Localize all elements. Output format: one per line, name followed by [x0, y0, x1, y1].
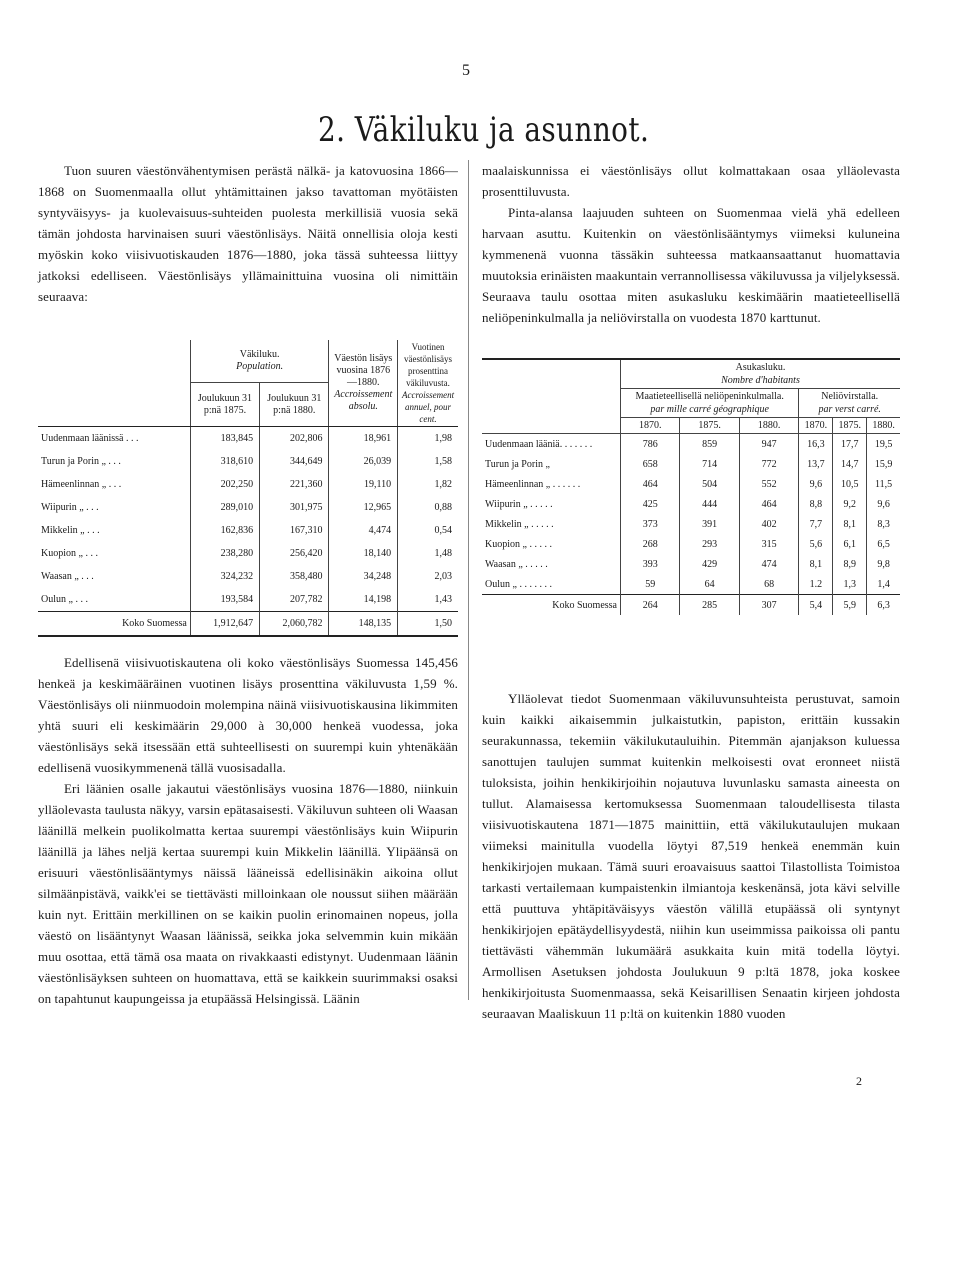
value-1880: 358,480	[260, 565, 329, 588]
table-row	[482, 534, 900, 554]
cell: 17,7	[833, 434, 867, 455]
verst-fr-label: par verst carré.	[818, 404, 881, 415]
population-label: Population.	[236, 361, 284, 373]
table-row	[38, 496, 458, 519]
region-name: Waasan „ . . .	[41, 571, 94, 582]
table-row	[38, 565, 458, 588]
table-row	[38, 542, 458, 565]
value-pct: 0,54	[398, 519, 458, 542]
value-1880: 167,310	[260, 519, 329, 542]
cell: 658	[621, 454, 680, 474]
cell: 474	[739, 554, 798, 574]
value-1880: 207,782	[260, 588, 329, 612]
cell: 8,1	[833, 514, 867, 534]
column-divider	[468, 160, 469, 1000]
cell: 504	[680, 474, 739, 494]
value-1880: 202,806	[260, 427, 329, 451]
cell: 19,5	[867, 434, 900, 455]
value-abs: 4,474	[329, 519, 398, 542]
cell: 373	[621, 514, 680, 534]
total-cell: 264	[621, 595, 680, 616]
year-header: 1875.	[833, 418, 867, 434]
vuotinen-header	[398, 340, 458, 427]
value-abs: 19,110	[329, 473, 398, 496]
cell: 859	[680, 434, 739, 455]
density-table	[482, 358, 900, 615]
left-column-intro	[38, 160, 458, 307]
cell: 8,9	[833, 554, 867, 574]
paragraph-data-sources: Ylläolevat tiedot Suomenmaan väkiluvunsuhteista perustuvat, samoin kuin kaikki aikaisemmin julkaistutkin, papiston, erittäin kussakin seurakunnassa, tekemiin väkilukutauluihin. Pitemmän ajanjakson kuluessa sanottujen taulujen summat kuitenkin melkoisesti ovat eronneet niistä tuloksista, joihin henkikirjoihin nojautuva luvunlasku samasta aineesta on tullut. Alamaisessa kertomuksessa Suomenmaan taloudellisesta tilasta viisivuotiskautena 1871—1875 mainittiin, että väkilukutaulujen mukaan viimeksi mainitulla vuodella löytyi 87,519 henkeä enemmän kuin henkikirjojen mukaan. Tämä suuri eroavaisuus saattoi Tilastollista Toimistoa tarkasti vertailemaan kumpaistenkin ilmiantoja keskenänsä, jota kävi selville että puuttuva yhtäpitäväisyys väestön välillä etupäässä oli syntynyt henkikirjojen epätäydellisyydestä, niihin kun useimmissa paikoissa oli pantu tiettävästi vähemmän lukumäärä asukkaita kuin mitä todella löytyi. Armollisen Asetuksen johdosta Joulukuun 9 p:ltä 1878, joka koskee henkikirjoitusta Suomenmaassa, sekä Keisarillisen Senaatin kirjeen johdosta seuraavan Maaliskuun 11 p:ltä on kuitenkin 1880 vuoden	[482, 691, 900, 1021]
table-row	[482, 514, 900, 534]
region-header-blank	[38, 340, 190, 427]
table-row	[38, 588, 458, 612]
year-header: 1880.	[867, 418, 900, 434]
total-cell: 5,9	[833, 595, 867, 616]
total-pct: 1,50	[398, 612, 458, 637]
value-1875: 238,280	[190, 542, 259, 565]
paragraph-continuation: maalaiskunnissa ei väestönlisäys ollut kolmattakaan osaa ylläolevasta prosenttiluvusta.	[482, 163, 900, 199]
value-abs: 14,198	[329, 588, 398, 612]
value-1875: 183,845	[190, 427, 259, 451]
value-abs: 18,140	[329, 542, 398, 565]
cell: 11,5	[867, 474, 900, 494]
paragraph-regional-distribution: Eri läänien osalle jakautui väestönlisäys vuosina 1876—1880, niinkuin ylläolevasta taulusta näkyy, varsin epätasaisesti. Väkiluvun suhteen oli Waasan läänillä melkein puolikolmatta kertaa suurempi väestönlisäys kuin Wiipurin läänillä ja lähes neljä kertaa suurempi kuin Mikkelin läänillä. Ylipäänsä on erisuuri väestönlisääntymys näissä lääneissä edellisinäkin aikoina ollut silmäänpistävä, vaikk'ei se tiettävästi milloinkaan ole noussut siihen määrään kuin nyt. Erittäin merkillinen on se kaikin puolin erinomainen nopeus, jolla väestö on lisääntynyt Waasan läänissä, seikka joka selvemmin kuin mikään muu osottaa, että tämä osa maata on rivakkaasti edistynyt. Uudenmaan läänin väestönlisäyksen suhteen on huomattava, että se kaikkein suurimmaksi osaksi on tapahtunut kaupungeissa ja etupäässä Helsingissä. Läänin	[38, 781, 458, 1006]
region-name: Mikkelin „ . . . . .	[485, 518, 554, 530]
region-name: Oulun „ . . .	[41, 594, 88, 605]
cell: 8,3	[867, 514, 900, 534]
value-1875: 324,232	[190, 565, 259, 588]
value-abs: 18,961	[329, 427, 398, 451]
cell: 8,1	[799, 554, 833, 574]
cell: 425	[621, 494, 680, 514]
cell: 315	[739, 534, 798, 554]
cell: 6,1	[833, 534, 867, 554]
total-label: Koko Suomessa	[38, 612, 190, 637]
total-row	[482, 595, 900, 616]
asukasluku-label: Asukasluku.	[735, 362, 786, 373]
cell: 16,3	[799, 434, 833, 455]
region-name: Hämeenlinnan „ . . . . . .	[485, 478, 581, 490]
table-row	[38, 427, 458, 451]
region-name: Turun ja Porin „ . . .	[41, 456, 121, 467]
region-name: Wiipurin „ . . . . .	[485, 498, 553, 510]
cell: 444	[680, 494, 739, 514]
page-number: 5	[462, 62, 470, 79]
table-row	[38, 450, 458, 473]
section-heading: 2. Väkiluku ja asunnot.	[318, 110, 650, 150]
mile-header	[621, 389, 799, 418]
value-1875: 193,584	[190, 588, 259, 612]
region-name: Uudenmaan lääniä. . . . . . .	[485, 438, 593, 450]
value-1880: 301,975	[260, 496, 329, 519]
lisays-fr-label: Accroissement absolu.	[334, 389, 393, 412]
cell: 393	[621, 554, 680, 574]
right-column-top	[482, 160, 900, 328]
population-table	[38, 340, 458, 637]
cell: 10,5	[833, 474, 867, 494]
value-abs: 34,248	[329, 565, 398, 588]
region-header-blank	[482, 359, 621, 434]
total-cell: 5,4	[799, 595, 833, 616]
total-label: Koko Suomessa	[482, 595, 621, 616]
lisays-label: Väestön lisäys vuosina 1876—1880.	[334, 353, 393, 388]
cell: 772	[739, 454, 798, 474]
year-header: 1870.	[621, 418, 680, 434]
cell: 5,6	[799, 534, 833, 554]
cell: 1,3	[833, 574, 867, 595]
value-pct: 0,88	[398, 496, 458, 519]
table-row	[482, 554, 900, 574]
cell: 6,5	[867, 534, 900, 554]
vakiluku-header	[190, 340, 329, 383]
value-1880: 221,360	[260, 473, 329, 496]
cell: 293	[680, 534, 739, 554]
year-header: 1880.	[739, 418, 798, 434]
region-name: Uudenmaan läänissä . . .	[41, 433, 139, 444]
total-1880: 2,060,782	[260, 612, 329, 637]
table-row	[38, 473, 458, 496]
cell: 15,9	[867, 454, 900, 474]
value-pct: 1,43	[398, 588, 458, 612]
cell: 552	[739, 474, 798, 494]
cell: 13,7	[799, 454, 833, 474]
cell: 8,8	[799, 494, 833, 514]
value-1875: 318,610	[190, 450, 259, 473]
region-name: Kuopion „ . . .	[41, 548, 98, 559]
region-name: Kuopion „ . . . . .	[485, 538, 552, 550]
right-column-body	[482, 688, 900, 1024]
region-name: Mikkelin „ . . .	[41, 525, 100, 536]
region-name: Oulun „ . . . . . . .	[485, 578, 552, 590]
cell: 786	[621, 434, 680, 455]
total-cell: 307	[739, 595, 798, 616]
value-pct: 1,82	[398, 473, 458, 496]
cell: 9,6	[867, 494, 900, 514]
intro-paragraph: Tuon suuren väestönvähentymisen perästä nälkä- ja katovuosina 1866—1868 on Suomenmaalla ollut yhtämittainen jakso tavattoman myötäisten syntyväisyys- ja kuolevaisuus-suhteiden puolesta merkillisiä vuosia sekä tämän johdosta harvinaisen suuri väestönlisäys. Näitä onnellisia oloja kesti myöskin koko viisivuotiskauden 1876—1880, joka tässä suhteessa liittyy jatkoksi edelliseen. Väestönlisäys yllämainittuina vuosina oli nimittäin seuraava:	[38, 163, 458, 304]
region-name: Waasan „ . . . . .	[485, 558, 548, 570]
paragraph-previous-period: Edellisenä viisivuotiskautena oli koko väestönlisäys Suomessa 145,456 henkeä ja keskimääräinen vuotinen lisäys prosenttina väkiluvusta 1,59 %. Väestönlisäys oli niinmuodoin molempina näinä viisivuotiskausina likimmiten yhtä suuri eli keskimäärin 29,000 à 30,000 henkeä vuodessa, joka väestönlisäys sekä itsessään että suhteellisesti on suurempi kuin yhtenäkään edellisenä vuosikymmenenä tällä vuosisadalla.	[38, 655, 458, 775]
value-pct: 1,48	[398, 542, 458, 565]
cell: 68	[739, 574, 798, 595]
region-name: Turun ja Porin „	[485, 458, 550, 470]
total-cell: 6,3	[867, 595, 900, 616]
total-row	[38, 612, 458, 637]
cell: 7,7	[799, 514, 833, 534]
total-cell: 285	[680, 595, 739, 616]
cell: 464	[621, 474, 680, 494]
cell: 59	[621, 574, 680, 595]
paragraph-density: Pinta-alansa laajuuden suhteen on Suomenmaa vielä yhä edelleen harvaan asuttu. Kuitenkin on väestönlisääntymys viimeksi kuluneina kymmenenä vuonna tässäkin suhteessa matkaansaattanut huomattavia muutoksia erinäisten maakuntain verrannollisessa väkiluvussa ja viljelyksessä. Seuraava taulu osottaa miten asukasluku keskimäärin maatieteellisellä neliöpeninkulmalla ja neliövirstalla on vuodesta 1870 karttunut.	[482, 205, 900, 325]
table-row	[482, 474, 900, 494]
cell: 714	[680, 454, 739, 474]
value-1875: 162,836	[190, 519, 259, 542]
year-header: 1875.	[680, 418, 739, 434]
col-1875-header: Joulukuun 31 p:nä 1875.	[190, 383, 259, 427]
verst-label: Neliövirstalla.	[821, 391, 879, 402]
total-1875: 1,912,647	[190, 612, 259, 637]
cell: 9,8	[867, 554, 900, 574]
cell: 1.2	[799, 574, 833, 595]
cell: 9,2	[833, 494, 867, 514]
cell: 429	[680, 554, 739, 574]
cell: 391	[680, 514, 739, 534]
value-1880: 256,420	[260, 542, 329, 565]
cell: 14,7	[833, 454, 867, 474]
asukasluku-header	[621, 359, 901, 389]
verst-header	[799, 389, 900, 418]
value-abs: 26,039	[329, 450, 398, 473]
cell: 9,6	[799, 474, 833, 494]
value-1875: 289,010	[190, 496, 259, 519]
cell: 464	[739, 494, 798, 514]
value-pct: 1,58	[398, 450, 458, 473]
value-pct: 1,98	[398, 427, 458, 451]
col-1880-header: Joulukuun 31 p:nä 1880.	[260, 383, 329, 427]
value-pct: 2,03	[398, 565, 458, 588]
region-name: Hämeenlinnan „ . . .	[41, 479, 122, 490]
table-row	[482, 454, 900, 474]
mile-label: Maatieteellisellä neliöpeninkulmalla.	[635, 391, 784, 402]
table-row	[482, 494, 900, 514]
cell: 947	[739, 434, 798, 455]
table-row	[482, 434, 900, 455]
cell: 402	[739, 514, 798, 534]
signature-mark: 2	[856, 1074, 862, 1088]
nombre-label: Nombre d'habitants	[721, 375, 800, 386]
cell: 64	[680, 574, 739, 595]
left-column-body	[38, 652, 458, 1009]
mile-fr-label: par mille carré géographique	[650, 404, 769, 415]
value-1875: 202,250	[190, 473, 259, 496]
total-abs: 148,135	[329, 612, 398, 637]
region-name: Wiipurin „ . . .	[41, 502, 99, 513]
vakiluku-label: Väkiluku.	[239, 349, 280, 361]
table-row	[38, 519, 458, 542]
vuotinen-label: Vuotinen väestönlisäys prosenttina väkiluvusta.	[404, 342, 453, 388]
value-1880: 344,649	[260, 450, 329, 473]
table-row	[482, 574, 900, 595]
lisays-header	[329, 340, 398, 427]
vuotinen-fr-label: Accroissement annuel, pour cent.	[401, 390, 455, 424]
year-header: 1870.	[799, 418, 833, 434]
cell: 1,4	[867, 574, 900, 595]
cell: 268	[621, 534, 680, 554]
value-abs: 12,965	[329, 496, 398, 519]
